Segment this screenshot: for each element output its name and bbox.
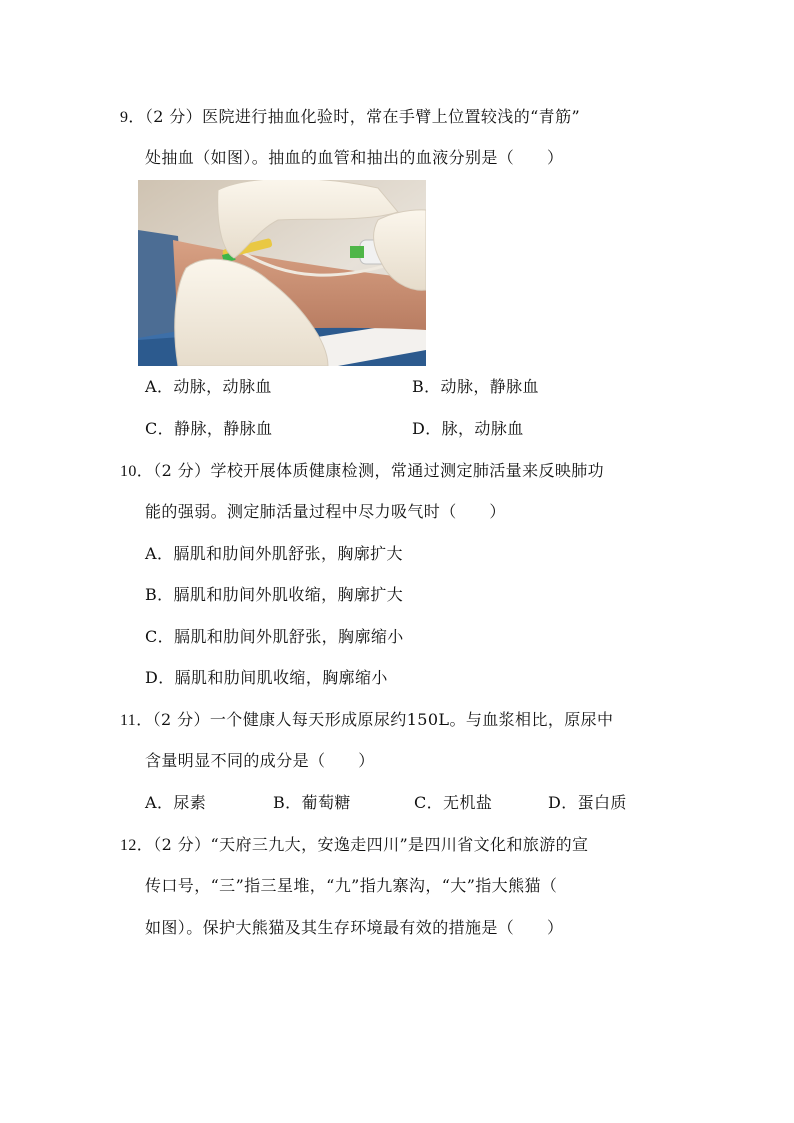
question-10-option-b: B．膈肌和肋间外肌收缩，胸廓扩大: [145, 585, 404, 604]
question-12-line-3: [145, 917, 563, 939]
question-9-option-a: A．动脉，动脉血: [145, 377, 272, 396]
question-9-score: （2 分）: [144, 107, 203, 126]
question-12-line-1: [120, 834, 588, 857]
question-12-stem-1: “天府三九大，安逸走四川”是四川省文化和旅游的宣: [210, 835, 589, 854]
question-11-option-d: D．蛋白质: [548, 793, 627, 812]
question-10-stem-1: 学校开展体质健康检测，常通过测定肺活量来反映肺功: [210, 461, 605, 480]
question-11-line-2: [145, 750, 375, 772]
question-12-stem-2: 传口号，“三”指三星堆，“九”指九寨沟，“大”指大熊猫（: [145, 876, 558, 895]
question-12-stem-3: 如图）。保护大熊猫及其生存环境最有效的措施是（ ）: [145, 918, 564, 937]
question-11-line-1: [120, 709, 613, 732]
question-12-number: 12．: [120, 837, 154, 854]
question-9-option-d: D．脉，动脉血: [412, 419, 524, 438]
question-10-line-2: [145, 501, 506, 523]
question-11-option-c: C．无机盐: [414, 793, 493, 812]
question-10-score: （2 分）: [153, 461, 211, 480]
question-11-stem-1: 一个健康人每天形成原尿约150L。与血浆相比，原尿中: [209, 710, 614, 729]
question-11-score: （2 分）: [152, 710, 210, 729]
question-10-line-1: [120, 460, 604, 483]
question-9-stem-1: 医院进行抽血化验时，常在手臂上位置较浅的“青筋”: [202, 107, 581, 126]
question-9-number: 9．: [120, 109, 145, 126]
question-10-stem-2: 能的强弱。测定肺活量过程中尽力吸气时（ ）: [145, 502, 506, 521]
question-9-option-b: B．动脉，静脉血: [412, 377, 539, 396]
question-9-option-c: C．静脉，静脉血: [145, 419, 273, 438]
question-9-line-1: [120, 106, 580, 129]
blood-draw-photo: [138, 180, 426, 366]
question-10-option-d: D．膈肌和肋间肌收缩，胸廓缩小: [145, 668, 388, 687]
question-10-option-c: C．膈肌和肋间外肌舒张，胸廓缩小: [145, 627, 404, 646]
question-9-stem-2: 处抽血（如图）。抽血的血管和抽出的血液分别是（ ）: [145, 148, 564, 167]
question-11-option-a: A．尿素: [145, 793, 207, 812]
question-11-option-b: B．葡萄糖: [273, 793, 351, 812]
question-10-number: 10．: [120, 463, 154, 480]
question-11-stem-2: 含量明显不同的成分是（ ）: [145, 751, 375, 770]
question-9-line-2: [145, 147, 563, 169]
question-11-number: 11．: [120, 712, 153, 729]
question-12-line-2: [145, 875, 557, 897]
question-10-option-a: A．膈肌和肋间外肌舒张，胸廓扩大: [145, 544, 403, 563]
question-12-score: （2 分）: [153, 835, 211, 854]
